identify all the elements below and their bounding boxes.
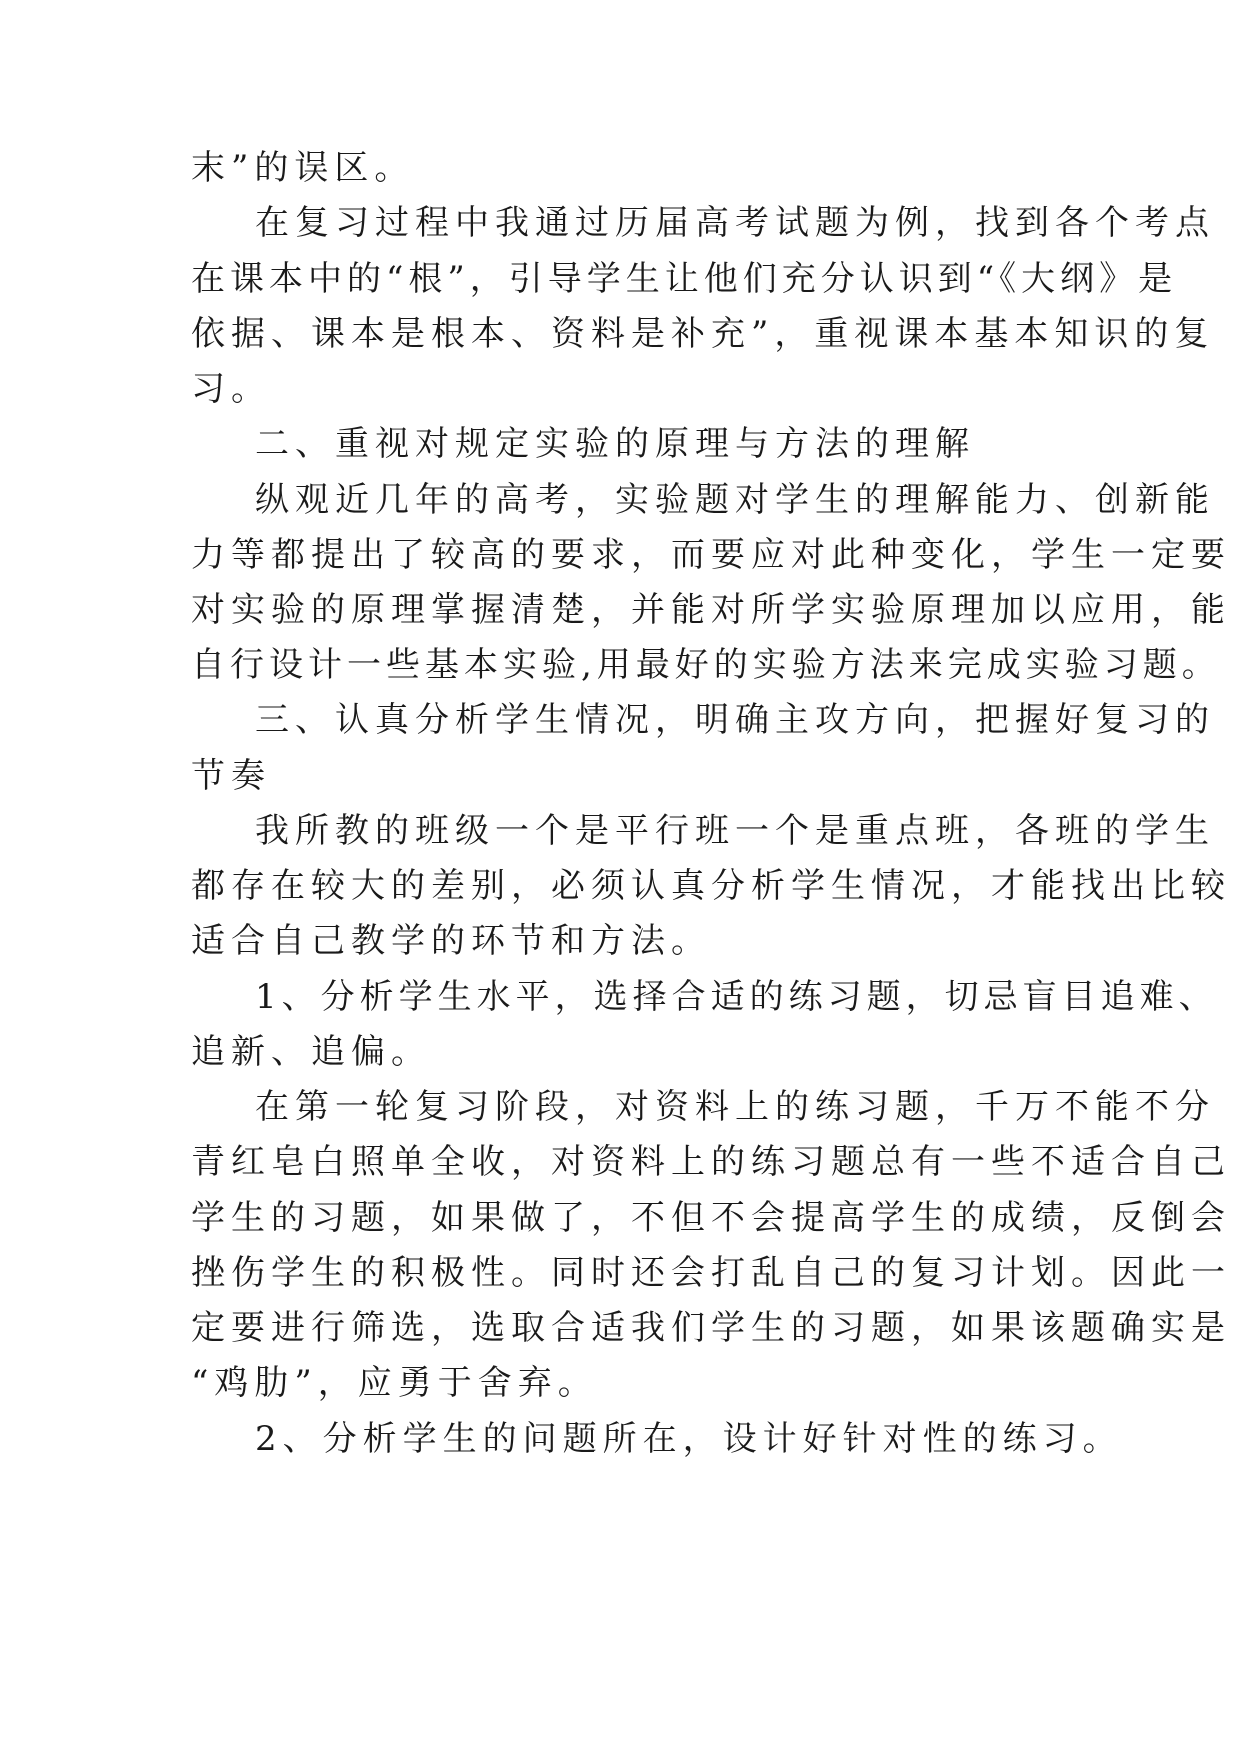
text-line: 适合自己教学的环节和方法。 — [191, 921, 711, 961]
list-item-heading: 1、分析学生水平，选择合适的练习题，切忌盲目追难、 — [255, 977, 1218, 1017]
text-line: 我所教的班级一个是平行班一个是重点班，各班的学生 — [255, 811, 1215, 851]
text-line: 在复习过程中我通过历届高考试题为例，找到各个考点 — [255, 203, 1215, 243]
text-line: 挫伤学生的积极性。同时还会打乱自己的复习计划。因此一 — [191, 1253, 1231, 1293]
section-heading: 三、认真分析学生情况，明确主攻方向，把握好复习的 — [255, 700, 1215, 740]
text-line: 学生的习题，如果做了，不但不会提高学生的成绩，反倒会 — [191, 1198, 1231, 1238]
text-line: 青红皂白照单全收，对资料上的练习题总有一些不适合自己 — [191, 1142, 1231, 1182]
text-line: 都存在较大的差别，必须认真分析学生情况，才能找出比较 — [191, 866, 1231, 906]
text-line: 纵观近几年的高考，实验题对学生的理解能力、创新能 — [255, 480, 1215, 520]
text-line: 定要进行筛选，选取合适我们学生的习题，如果该题确实是 — [191, 1308, 1231, 1348]
text-line: 习。 — [191, 369, 271, 409]
text-line: 追新、追偏。 — [191, 1032, 431, 1072]
list-item-heading: 2、分析学生的问题所在，设计好针对性的练习。 — [255, 1419, 1123, 1459]
text-line: 自行设计一些基本实验,用最好的实验方法来完成实验习题。 — [191, 645, 1221, 685]
section-heading-continued: 节奏 — [191, 756, 271, 796]
section-heading: 二、重视对规定实验的原理与方法的理解 — [255, 424, 975, 464]
text-line: 对实验的原理掌握清楚，并能对所学实验原理加以应用，能 — [191, 590, 1231, 630]
text-line: 依据、课本是根本、资料是补充”，重视课本基本知识的复 — [191, 314, 1215, 354]
text-line: 在第一轮复习阶段，对资料上的练习题，千万不能不分 — [255, 1087, 1215, 1127]
text-line: 在课本中的“根”，引导学生让他们充分认识到“《大纲》是 — [191, 259, 1178, 299]
text-line: 力等都提出了较高的要求，而要应对此种变化，学生一定要 — [191, 535, 1231, 575]
text-line: 末”的误区。 — [191, 148, 415, 188]
text-line: “鸡肋”，应勇于舍弃。 — [191, 1363, 598, 1403]
